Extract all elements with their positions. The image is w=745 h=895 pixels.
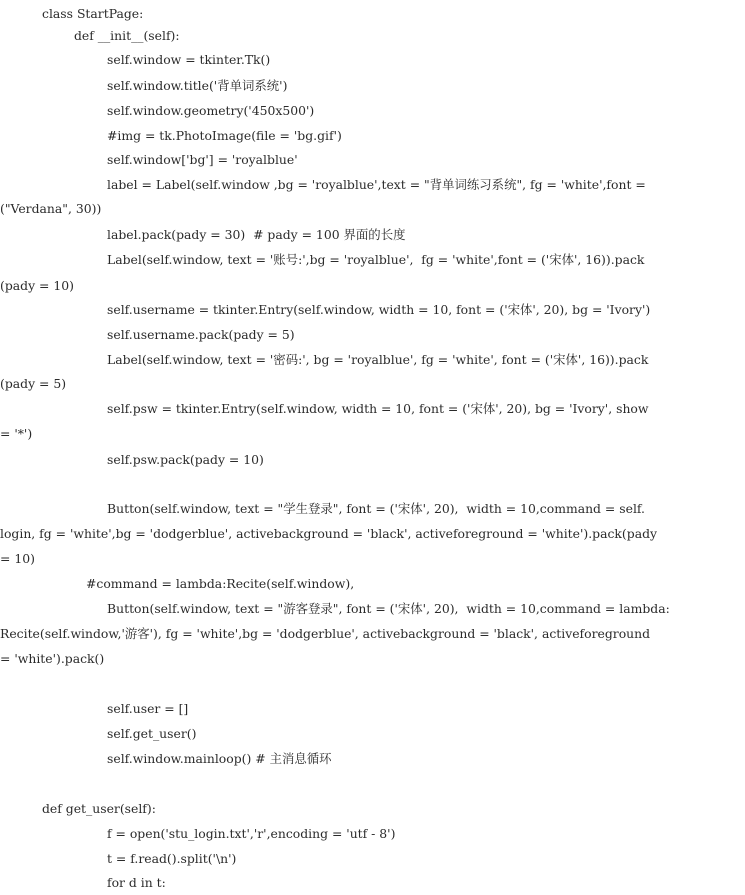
code-line-continuation: = 10): [0, 551, 35, 566]
code-line-continuation: = 'white').pack(): [0, 651, 105, 666]
code-line: Label(self.window, text = '密码:', bg = 'royalblue', fg = 'white', font = ('宋体', 16)).pack: [107, 352, 649, 367]
code-line: f = open('stu_login.txt','r',encoding = 'utf - 8'): [107, 826, 396, 841]
code-line: class StartPage:: [42, 6, 144, 21]
code-comment-line: #img = tk.PhotoImage(file = 'bg.gif'): [107, 128, 342, 143]
code-line: self.user = []: [107, 701, 189, 716]
code-line: self.window['bg'] = 'royalblue': [107, 152, 298, 167]
code-line: Button(self.window, text = "游客登录", font = ('宋体', 20), width = 10,command = lambda:: [107, 601, 670, 616]
code-line: label.pack(pady = 30) # pady = 100 界面的长度: [107, 227, 406, 242]
code-line: self.username.pack(pady = 5): [107, 327, 295, 342]
code-line: Label(self.window, text = '账号:',bg = 'royalblue', fg = 'white',font = ('宋体', 16)).pack: [107, 252, 645, 267]
code-line: Button(self.window, text = "学生登录", font = ('宋体', 20), width = 10,command = self.: [107, 501, 645, 516]
code-line-continuation: (pady = 10): [0, 278, 74, 293]
code-line: self.window.title('背单词系统'): [107, 78, 288, 93]
code-line: self.window.mainloop() # 主消息循环: [107, 751, 332, 766]
code-line-continuation: login, fg = 'white',bg = 'dodgerblue', activebackground = 'black', activeforeground = 'white').pack(pady: [0, 526, 658, 541]
code-line: self.window.geometry('450x500'): [107, 103, 315, 118]
code-line: self.username = tkinter.Entry(self.window, width = 10, font = ('宋体', 20), bg = 'Ivory'): [107, 302, 651, 317]
code-line: self.window = tkinter.Tk(): [107, 52, 271, 67]
code-line-continuation: ("Verdana", 30)): [0, 201, 102, 216]
code-line: for d in t:: [107, 875, 166, 890]
code-line: def __init__(self):: [74, 28, 180, 43]
code-line-continuation: (pady = 5): [0, 376, 67, 391]
code-line: self.get_user(): [107, 726, 197, 741]
code-line: label = Label(self.window ,bg = 'royalblue',text = "背单词练习系统", fg = 'white',font =: [107, 177, 646, 192]
code-line: self.psw = tkinter.Entry(self.window, width = 10, font = ('宋体', 20), bg = 'Ivory', show: [107, 401, 649, 416]
code-line: t = f.read().split('\n'): [107, 851, 237, 866]
code-line: def get_user(self):: [42, 801, 156, 816]
code-line-continuation: = '*'): [0, 426, 33, 441]
code-line: self.psw.pack(pady = 10): [107, 452, 264, 467]
code-comment-line: #command = lambda:Recite(self.window),: [86, 576, 355, 591]
code-line-continuation: Recite(self.window,'游客'), fg = 'white',bg = 'dodgerblue', activebackground = 'black', activeforeground: [0, 626, 651, 641]
